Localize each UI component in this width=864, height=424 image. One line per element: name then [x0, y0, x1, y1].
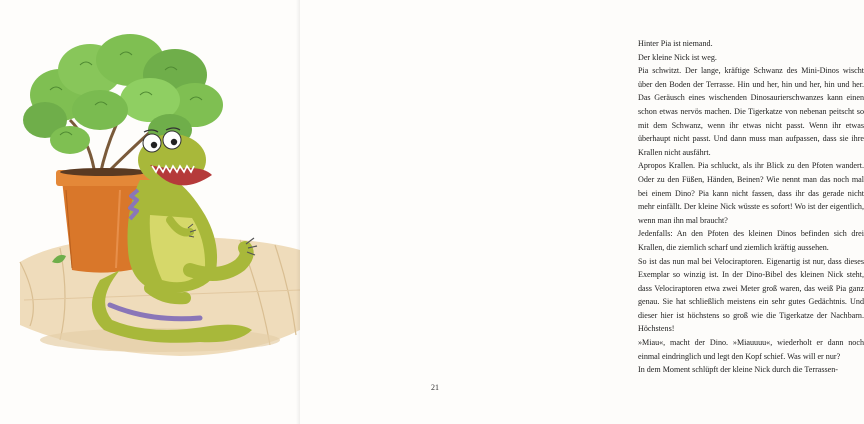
paragraph: So ist das nun mal bei Velociraptoren. Eigenartig ist nur, dass dieses Exemplar so winzig ist. In der Dino-Bibel des kleinen Nick steht, dass Velociraptoren etwa zwei Meter groß waren, das weiß Pia ganz genau. Sie hat schließlich meistens ein sehr gutes Gedächtnis. Und dieser hier ist höchstens so groß wie die Tigerkatze der Nachbarn. Höchstens! — [638, 256, 864, 334]
right-page — [300, 0, 864, 424]
paragraph: Apropos Krallen. Pia schluckt, als ihr Blick zu den Pfoten wandert. Oder zu den Füßen, Händen, Beinen? Wie nennt man das noch mal bei einem Dino? Pia kann nicht fassen, dass ihr das gerade nicht mehr einfällt. Der kleine Nick wüsste es sofort! Wo ist der eigentlich, wenn man ihn mal braucht? — [638, 161, 864, 225]
paragraph: Jedenfalls: An den Pfoten des kleinen Dinos befinden sich drei Krallen, die ziemlich scharf und ziemlich kräftig aussehen. — [638, 229, 864, 252]
paragraph: »Miau«, macht der Dino. »Miauuuu«, wiederholt er dann noch einmal eindringlich und legt den Kopf schief. Was will er nur? — [638, 338, 864, 361]
story-text — [638, 37, 864, 377]
paragraph: In dem Moment schlüpft der kleine Nick durch die Terrassen- — [638, 365, 838, 375]
paragraph: Pia schwitzt. Der lange, kräftige Schwanz des Mini-Dinos wischt über den Boden der Terrasse. Hin und her, hin und her, hin und her. Das Geräusch eines wischenden Dinosaurierschwanzes kann einen schon etwas nervös machen. Die Tigerkatze von nebenan peitscht so mit dem Schwanz, wenn ihr etwas nicht passt. Wenn ihr etwas überhaupt nicht passt. Und dann muss man aufpassen, dass sie ihre Krallen nicht ausfährt. — [638, 66, 864, 157]
left-page — [0, 0, 300, 424]
page-number: 21 — [431, 383, 439, 392]
paragraph: Der kleine Nick ist weg. — [638, 52, 717, 62]
paragraph: Hinter Pia ist niemand. — [638, 39, 713, 48]
dinosaur-illustration — [0, 0, 300, 424]
